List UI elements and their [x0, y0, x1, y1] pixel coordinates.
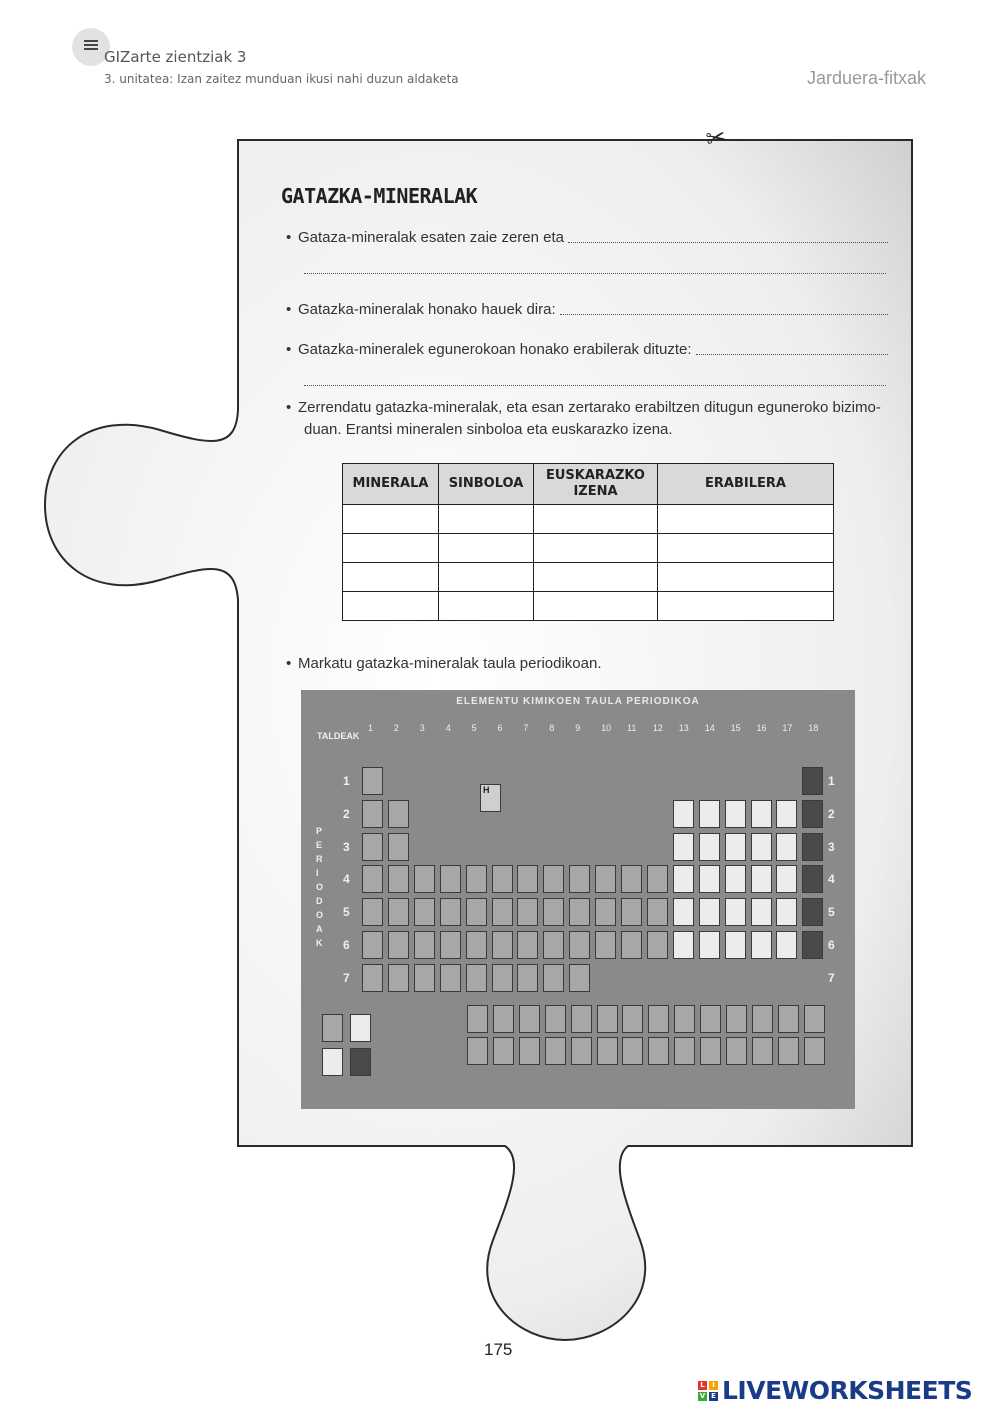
table-header-row	[343, 464, 834, 505]
element-cell[interactable]	[597, 1037, 618, 1065]
element-cell[interactable]	[467, 1005, 488, 1033]
element-cell[interactable]	[726, 1005, 747, 1033]
legend-swatch	[350, 1048, 371, 1076]
group-number: 10	[601, 723, 612, 733]
element-cell[interactable]	[388, 931, 409, 959]
element-cell[interactable]	[647, 865, 668, 893]
element-cell[interactable]	[545, 1037, 566, 1065]
period-number: 7	[343, 970, 350, 985]
table-cell[interactable]	[439, 563, 534, 592]
bullet-text: Gataza-mineralak esaten zaie zeren eta	[298, 229, 564, 246]
element-cell[interactable]	[569, 865, 590, 893]
element-cell[interactable]	[778, 1005, 799, 1033]
element-cell[interactable]	[751, 800, 772, 828]
period-number: 6	[828, 938, 835, 952]
table-row	[343, 592, 834, 621]
element-cell[interactable]	[466, 865, 487, 893]
table-cell[interactable]	[658, 592, 834, 621]
element-cell[interactable]	[466, 931, 487, 959]
element-cell[interactable]	[621, 898, 642, 926]
groups-label: TALDEAK	[317, 731, 360, 741]
table-cell[interactable]	[534, 592, 658, 621]
element-cell[interactable]	[802, 767, 823, 795]
element-cell[interactable]	[519, 1005, 540, 1033]
element-cell[interactable]	[517, 865, 538, 893]
period-number: 1	[343, 774, 350, 788]
column-header-mineral: MINERALA	[343, 464, 439, 505]
element-cell[interactable]	[466, 898, 487, 926]
element-cell[interactable]	[467, 1037, 488, 1065]
table-cell[interactable]	[343, 534, 439, 563]
table-cell[interactable]	[658, 563, 834, 592]
bullet-dot: •	[286, 399, 292, 416]
element-cell[interactable]	[776, 898, 797, 926]
element-cell[interactable]	[725, 931, 746, 959]
element-cell[interactable]	[362, 800, 383, 828]
column-header-line: EUSKARAZKO	[546, 468, 645, 483]
element-cell[interactable]	[569, 964, 590, 992]
answer-line[interactable]	[304, 384, 886, 386]
element-cell[interactable]	[726, 1037, 747, 1065]
period-number: 5	[828, 905, 835, 920]
column-header-line: IZENA	[573, 484, 618, 499]
liveworksheets-logo[interactable]	[698, 1376, 972, 1405]
legend-swatch	[322, 1014, 343, 1042]
answer-line[interactable]	[304, 272, 886, 274]
element-cell[interactable]	[597, 1005, 618, 1033]
bullet-text: Gatazka-mineralek egunerokoan honako erabilerak dituzte:	[298, 341, 692, 358]
element-cell[interactable]	[388, 865, 409, 893]
period-number: 3	[343, 839, 350, 854]
period-number: 3	[828, 839, 835, 854]
element-cell[interactable]	[802, 800, 823, 828]
group-number: 2	[393, 723, 399, 733]
legend-swatch	[322, 1048, 343, 1076]
element-cell[interactable]	[543, 865, 564, 893]
group-number: 13	[678, 723, 689, 733]
element-cell[interactable]	[362, 865, 383, 893]
element-cell[interactable]	[673, 931, 694, 959]
element-cell[interactable]	[388, 833, 409, 861]
group-number: 12	[652, 723, 663, 733]
element-cell[interactable]	[622, 1037, 643, 1065]
answer-line[interactable]	[696, 353, 888, 355]
element-cell[interactable]	[725, 800, 746, 828]
period-number: 2	[828, 806, 835, 821]
element-cell[interactable]	[362, 833, 383, 861]
table-row	[343, 563, 834, 592]
element-cell[interactable]	[543, 931, 564, 959]
element-cell[interactable]	[543, 898, 564, 926]
element-cell[interactable]	[388, 800, 409, 828]
table-cell[interactable]	[658, 505, 834, 534]
periodic-table-title: ELEMENTU KIMIKOEN TAULA PERIODIKOA	[456, 696, 700, 707]
element-cell[interactable]	[776, 833, 797, 861]
element-cell[interactable]	[699, 800, 720, 828]
element-cell[interactable]	[621, 931, 642, 959]
bullet-question-3	[286, 341, 888, 358]
key-element-cell: H	[480, 784, 501, 812]
table-cell[interactable]	[439, 505, 534, 534]
element-cell[interactable]	[388, 898, 409, 926]
bullet-text: duan. Erantsi mineralen sinboloa eta euskarazko izena.	[304, 421, 673, 438]
element-cell[interactable]	[804, 1037, 825, 1065]
group-number: 11	[627, 723, 637, 733]
bullet-dot: •	[286, 341, 292, 358]
element-cell[interactable]	[571, 1037, 592, 1065]
unit-title: 3. unitatea: Izan zaitez munduan ikusi nahi duzun aldaketa	[104, 72, 459, 86]
element-cell[interactable]	[519, 1037, 540, 1065]
element-cell[interactable]	[673, 898, 694, 926]
bullet-dot: •	[286, 301, 292, 318]
element-cell[interactable]	[440, 865, 461, 893]
element-cell[interactable]	[751, 898, 772, 926]
table-cell[interactable]	[343, 505, 439, 534]
element-cell[interactable]	[700, 1037, 721, 1065]
bullet-dot: •	[286, 229, 292, 246]
element-cell[interactable]	[752, 1005, 773, 1033]
element-cell[interactable]	[595, 931, 616, 959]
minerals-table	[342, 463, 834, 621]
element-cell[interactable]	[440, 931, 461, 959]
element-cell[interactable]	[622, 1005, 643, 1033]
periods-label: PERIODOAK	[316, 826, 328, 948]
bullet-dot: •	[286, 655, 292, 672]
element-cell[interactable]	[699, 833, 720, 861]
element-cell[interactable]	[569, 898, 590, 926]
element-cell[interactable]	[571, 1005, 592, 1033]
element-cell[interactable]	[725, 833, 746, 861]
group-number: 15	[730, 723, 741, 733]
table-row	[343, 534, 834, 563]
group-number: 8	[549, 723, 555, 733]
brand-name: LIVEWORKSHEETS	[722, 1376, 973, 1405]
element-cell[interactable]	[362, 931, 383, 959]
group-number: 16	[756, 723, 767, 733]
element-cell[interactable]	[776, 931, 797, 959]
period-number: 4	[828, 872, 835, 887]
bullet-text: Markatu gatazka-mineralak taula periodikoan.	[298, 655, 602, 672]
element-cell[interactable]	[440, 964, 461, 992]
element-cell[interactable]	[362, 767, 383, 795]
column-header-symbol: SINBOLOA	[439, 464, 534, 505]
element-cell[interactable]	[647, 931, 668, 959]
element-cell[interactable]	[414, 865, 435, 893]
group-number: 6	[497, 723, 503, 733]
group-number: 1	[368, 723, 374, 733]
group-number: 7	[523, 723, 529, 733]
element-cell[interactable]	[699, 865, 720, 893]
group-number: 14	[704, 723, 715, 733]
element-cell[interactable]	[778, 1037, 799, 1065]
element-cell[interactable]	[492, 898, 513, 926]
group-number: 18	[808, 723, 819, 733]
column-header-basque-name	[534, 464, 658, 505]
element-cell[interactable]	[517, 898, 538, 926]
group-number: 3	[419, 723, 425, 733]
period-number: 6	[343, 938, 350, 952]
page-number: 175	[484, 1340, 513, 1359]
element-cell[interactable]	[699, 931, 720, 959]
element-cell[interactable]	[725, 865, 746, 893]
element-cell[interactable]	[492, 964, 513, 992]
element-cell[interactable]	[517, 931, 538, 959]
worksheet-title: GATAZKA-MINERALAK	[281, 184, 478, 208]
period-number: 7	[828, 970, 835, 985]
table-cell[interactable]	[534, 563, 658, 592]
group-number: 4	[445, 723, 451, 733]
element-cell[interactable]	[648, 1005, 669, 1033]
element-cell[interactable]	[362, 898, 383, 926]
element-cell[interactable]	[673, 865, 694, 893]
table-cell[interactable]	[439, 534, 534, 563]
element-cell[interactable]	[493, 1037, 514, 1065]
element-cell[interactable]	[804, 1005, 825, 1033]
book-title: GIZarte zientziak 3	[104, 48, 247, 66]
element-cell[interactable]	[466, 964, 487, 992]
bullet-question-2	[286, 301, 888, 318]
bullet-question-1	[286, 229, 888, 246]
element-cell[interactable]	[752, 1037, 773, 1065]
column-header-use: ERABILERA	[658, 464, 834, 505]
answer-line[interactable]	[568, 241, 888, 243]
element-cell[interactable]	[440, 898, 461, 926]
section-label: Jarduera-fitxak	[806, 68, 926, 88]
element-cell[interactable]	[725, 898, 746, 926]
element-cell[interactable]	[517, 964, 538, 992]
answer-line[interactable]	[560, 313, 888, 315]
element-cell[interactable]	[388, 964, 409, 992]
element-cell[interactable]	[414, 964, 435, 992]
table-cell[interactable]	[439, 592, 534, 621]
element-cell[interactable]	[414, 898, 435, 926]
scissors-icon: ✂	[703, 122, 729, 154]
element-cell[interactable]	[569, 931, 590, 959]
table-cell[interactable]	[658, 534, 834, 563]
bullet-question-4	[286, 397, 890, 441]
element-cell[interactable]	[493, 1005, 514, 1033]
period-number: 4	[343, 872, 350, 887]
element-cell[interactable]	[492, 865, 513, 893]
element-cell[interactable]	[492, 931, 513, 959]
element-cell[interactable]	[414, 931, 435, 959]
legend-swatch	[350, 1014, 371, 1042]
period-number: 5	[343, 905, 350, 920]
element-cell[interactable]	[751, 865, 772, 893]
element-cell[interactable]	[648, 1037, 669, 1065]
bullet-text: Gatazka-mineralak honako hauek dira:	[298, 301, 556, 318]
table-cell[interactable]	[534, 505, 658, 534]
element-cell[interactable]	[776, 865, 797, 893]
brand-icon: L I V E	[698, 1381, 718, 1401]
element-cell[interactable]	[545, 1005, 566, 1033]
element-cell[interactable]	[362, 964, 383, 992]
period-number: 2	[343, 806, 350, 821]
table-cell[interactable]	[343, 592, 439, 621]
element-cell[interactable]	[674, 1005, 695, 1033]
element-cell[interactable]	[595, 898, 616, 926]
element-cell[interactable]	[802, 865, 823, 893]
element-cell[interactable]	[543, 964, 564, 992]
element-cell[interactable]	[673, 800, 694, 828]
table-cell[interactable]	[534, 534, 658, 563]
element-cell[interactable]	[802, 931, 823, 959]
period-number: 1	[828, 774, 835, 788]
element-cell[interactable]	[699, 898, 720, 926]
element-cell[interactable]	[751, 833, 772, 861]
bullet-question-5	[286, 653, 890, 675]
element-cell[interactable]	[751, 931, 772, 959]
group-number: 5	[471, 723, 477, 733]
element-cell[interactable]	[700, 1005, 721, 1033]
element-cell[interactable]	[776, 800, 797, 828]
element-cell[interactable]	[674, 1037, 695, 1065]
bullet-text: Zerrendatu gatazka-mineralak, eta esan zertarako erabiltzen ditugun eguneroko bizimo-	[298, 399, 881, 416]
table-row	[343, 505, 834, 534]
element-cell[interactable]	[802, 898, 823, 926]
element-cell[interactable]	[673, 833, 694, 861]
element-cell[interactable]	[595, 865, 616, 893]
element-cell[interactable]	[621, 865, 642, 893]
element-cell[interactable]	[802, 833, 823, 861]
group-number: 9	[575, 723, 581, 733]
group-number: 17	[782, 723, 793, 733]
table-cell[interactable]	[343, 563, 439, 592]
element-cell[interactable]	[647, 898, 668, 926]
